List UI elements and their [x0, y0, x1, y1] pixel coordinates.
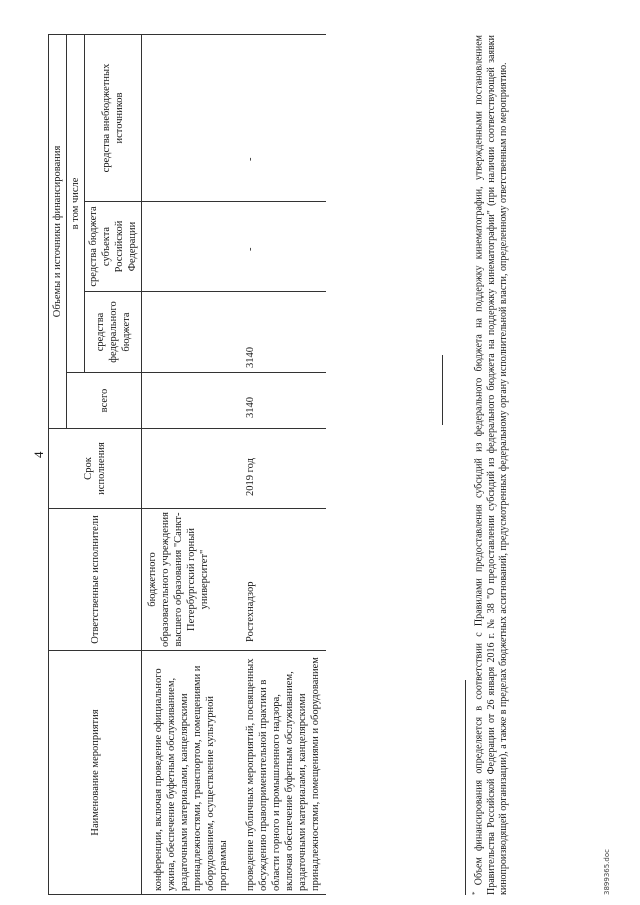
row-federal	[142, 292, 239, 373]
table-row	[142, 34, 239, 894]
row-subject: -	[238, 202, 326, 292]
header-deadline: Срок исполнения	[49, 429, 142, 509]
footnote-text: Объем финансирования определяется в соответствии с Правилами предоставления субсидий из федерального бюджета на поддержку кинематографии, утвержденными постановлением Правительства Российской Федерации от 26 января 2016 г. № 38 "О предоставлении субсидий из федерального бюджета на поддержку кинематографии" (при наличии соответствующей заявки кинопроизводящей организации), а также в пределах бюджетных ассигнований, предусмотренных федеральному органу исполнительной власти, определенному ответственным по мероприятию.	[473, 35, 509, 895]
footnote	[469, 35, 510, 895]
header-total: всего	[67, 373, 142, 429]
measures-table	[48, 34, 326, 895]
document-id: 3899365.doc	[603, 849, 611, 895]
row-deadline: 2019 год	[238, 429, 326, 509]
row-federal: 3140	[238, 292, 326, 373]
row-extrabudget: -	[238, 34, 326, 201]
footnote-mark: *	[471, 891, 479, 895]
row-extrabudget	[142, 34, 239, 201]
row-total: 3140	[238, 373, 326, 429]
rotated-page	[20, 15, 620, 895]
header-in-that-number: в том числе	[67, 34, 85, 372]
header-name: Наименование мероприятия	[49, 651, 142, 895]
table-row	[238, 34, 326, 894]
separator-line	[442, 355, 443, 425]
row-executor: Ростехнадзор	[238, 509, 326, 651]
header-subject: средства бюджета субъекта Российской Федерации	[85, 202, 142, 292]
row-deadline	[142, 429, 239, 509]
row-executor: бюджетного образовательного учреждения высшего образования "Санкт-Петербургский горный университет"	[142, 509, 239, 651]
page-number: 4	[31, 451, 46, 458]
row-name: конференции, включая проведение официального ужина, обеспечение буфетным обслуживанием, раздаточными материалами, канцелярскими принадлежностями, транспортом, помещениями и оборудованием, осуществление культурной программы	[142, 651, 239, 895]
header-federal: средства федерального бюджета	[85, 292, 142, 373]
header-executors: Ответственные исполнители	[49, 509, 142, 651]
row-name: проведение публичных мероприятий, посвященных обсуждению правоприменительной практики в области горного и промышленного надзора, включая обеспечение буфетным обслуживанием, раздаточными материалами, канцелярскими принадлежностями, помещениями и оборудованием	[238, 651, 326, 895]
footnote-separator	[465, 680, 466, 895]
header-extrabudget: средства внебюджетных источников	[85, 34, 142, 201]
row-subject	[142, 202, 239, 292]
row-total	[142, 373, 239, 429]
header-row-1	[49, 34, 67, 894]
header-volumes: Объемы и источники финансирования	[49, 34, 67, 428]
